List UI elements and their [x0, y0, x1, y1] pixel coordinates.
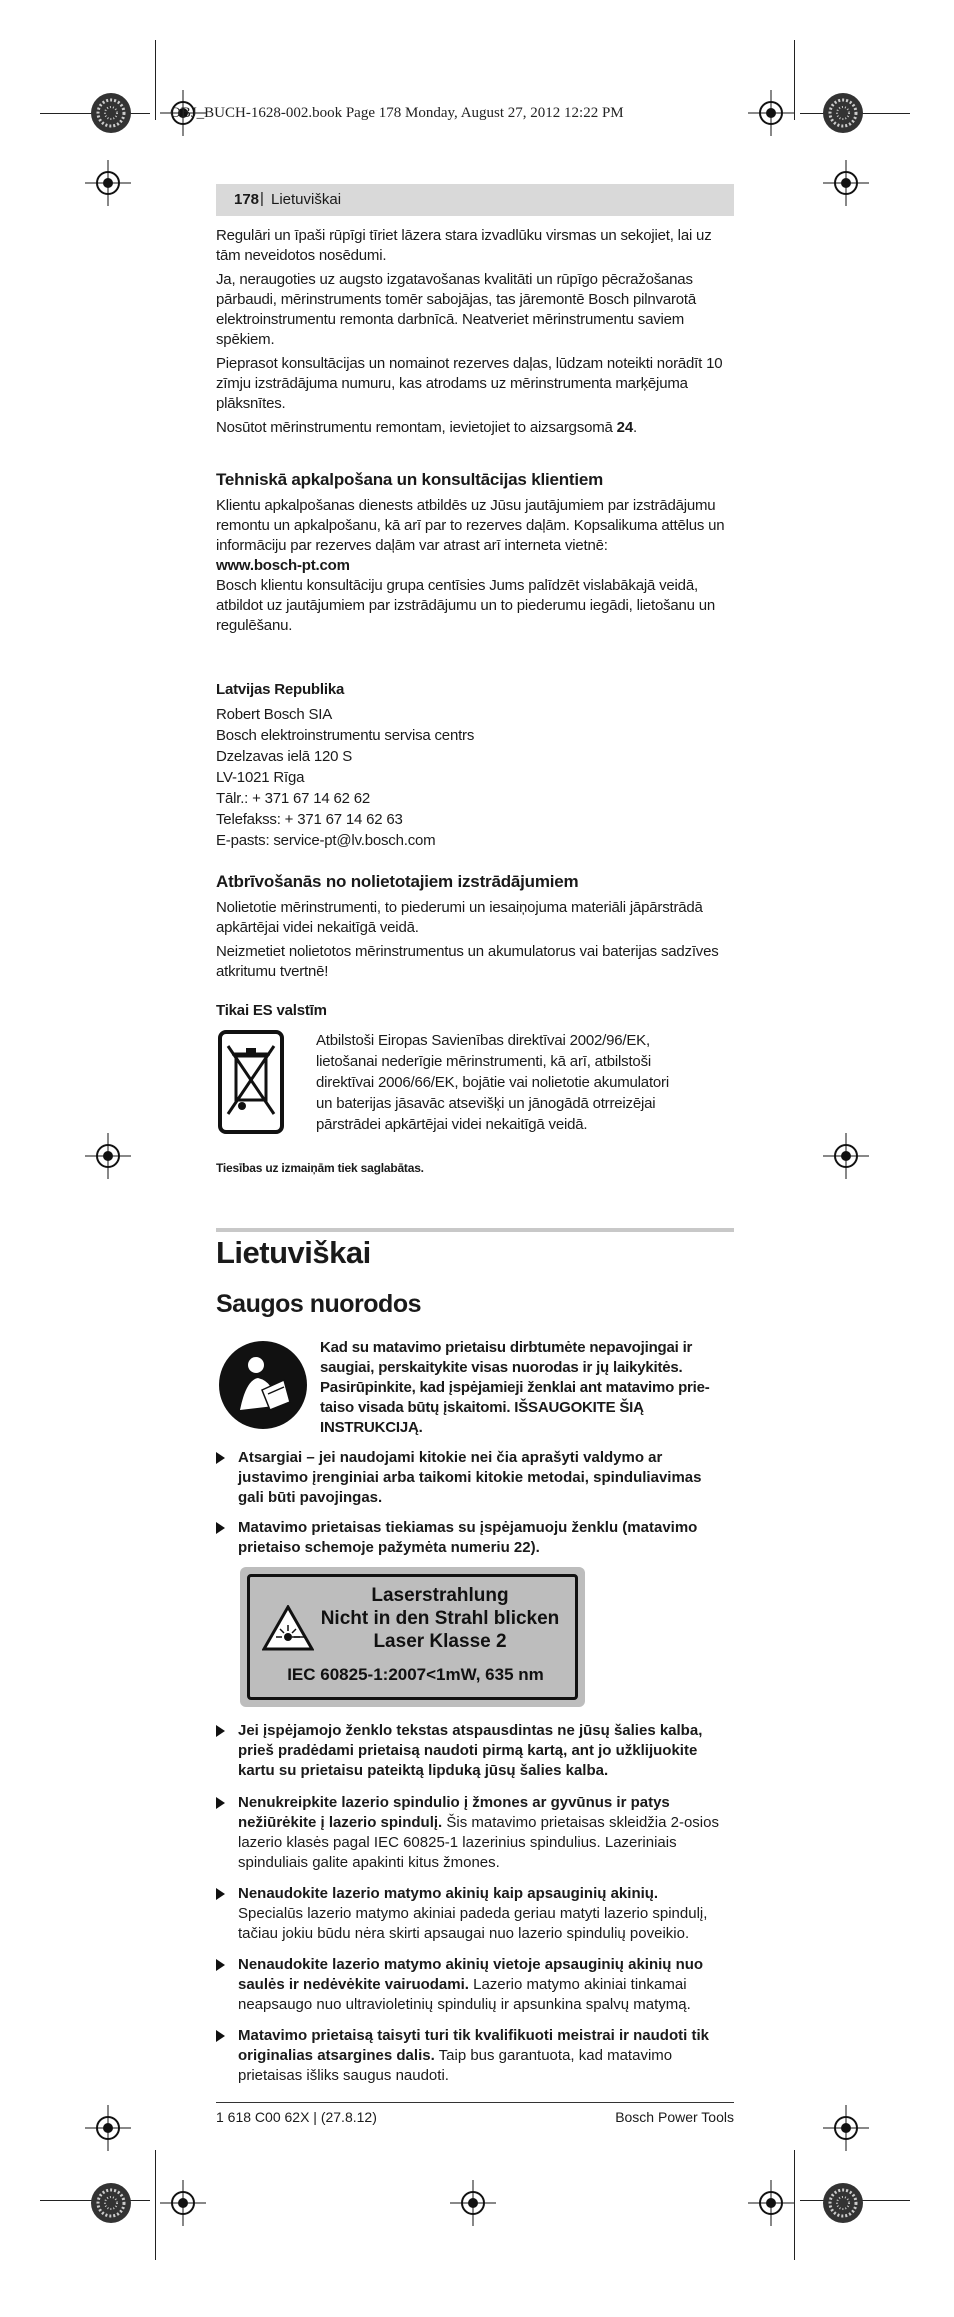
safety-bullet: Atsargiai – jei naudojami kitokie nei čia aprašyti valdymo ar justavimo įrenginiai arba taikomi kitokie metodai, spinduliavimas gali būti pavojingas. [216, 1448, 734, 1508]
laser-label-line: Laserstrahlung [371, 1585, 509, 1606]
eu-text-line: Atbilstoši Eiropas Savienības direktīvai 2002/96/EK, [316, 1032, 650, 1049]
color-target-icon [90, 92, 132, 134]
disposal-text [216, 898, 734, 982]
registration-mark-icon [160, 2180, 206, 2226]
address-line: Telefakss: + 371 67 14 62 63 [216, 811, 403, 828]
bullet-arrow-icon [216, 1888, 225, 1900]
eu-text-line: un baterijas jāsavāc atsevišķi un jānogādā otrreizējai [316, 1095, 656, 1112]
color-target-icon [822, 92, 864, 134]
safety-bullet: Nenaudokite lazerio matymo akinių vietoje apsauginių akinių nuo saulės ir nedėvėkite vairuodami. Lazerio matymo akiniai tinkamai neapsaugo nuo ultravioletinių spindulių ir apsunkina spalvų matymą. [216, 1955, 734, 2015]
address-line: Tālr.: + 371 67 14 62 62 [216, 790, 371, 807]
crop-mark [794, 2150, 795, 2260]
registration-mark-icon [748, 2180, 794, 2226]
safety-bullet: Matavimo prietaisas tiekiamas su įspėjamuoju ženklu (matavimo prietaiso schemoje pažymėta numeriu 22). [216, 1518, 734, 1558]
address-block [216, 704, 734, 851]
crop-mark [155, 40, 156, 120]
address-line: E-pasts: service-pt@lv.bosch.com [216, 832, 436, 849]
service-text [216, 496, 734, 636]
section-title: Lietuviškai [216, 1235, 371, 1270]
footer-brand: Bosch Power Tools [615, 2109, 734, 2125]
page-language: Lietuviškai [271, 191, 342, 208]
page-header-bar [216, 184, 734, 216]
intro-line: saugiai, perskaitykite visas nuorodas ir jų laikykitės. [320, 1359, 683, 1376]
crop-mark [794, 40, 795, 120]
color-target-icon [90, 2182, 132, 2224]
eu-text-line: lietošanai nederīgie mērinstrumenti, kā arī, atbilstoši [316, 1053, 651, 1070]
registration-mark-icon [450, 2180, 496, 2226]
reading-manual-icon [218, 1340, 308, 1430]
laser-warning-icon [262, 1605, 314, 1651]
safety-heading: Saugos nuorodos [216, 1290, 421, 1318]
website-link[interactable]: www.bosch-pt.com [216, 557, 350, 574]
rights-notice: Tiesības uz izmaiņām tiek saglabātas. [216, 1161, 424, 1175]
registration-mark-icon [823, 160, 869, 206]
section-rule [216, 1228, 734, 1232]
section-heading: Tehniskā apkalpošana un konsultācijas klientiem [216, 470, 604, 489]
safety-bullet: Jei įspėjamojo ženklo tekstas atspausdintas ne jūsų šalies kalba, prieš pradėdami prietaisą naudoti pirmą kartą, ant jo užklijuokite kartu su prietaisu pateiktą lipduką jūsų šalies kalba. [216, 1721, 734, 1781]
address-line: LV-1021 Rīga [216, 769, 305, 786]
crossed-bin-icon [218, 1030, 284, 1134]
laser-label-spec: IEC 60825-1:2007<1mW, 635 nm [287, 1665, 544, 1684]
registration-mark-icon [85, 160, 131, 206]
intro-line: INSTRUKCIJĄ. [320, 1419, 423, 1436]
bullet-arrow-icon [216, 2030, 225, 2042]
page-separator: | [260, 190, 264, 207]
maintenance-text [216, 226, 734, 438]
bullet-arrow-icon [216, 1452, 225, 1464]
laser-label-line: Laser Klasse 2 [373, 1631, 507, 1652]
address-line: Robert Bosch SIA [216, 706, 333, 723]
registration-mark-icon [85, 2105, 131, 2151]
safety-bullet: Nenukreipkite lazerio spindulio į žmones ar gyvūnus ir patys nežiūrėkite į lazerio spindulį. Šis matavimo prietaisas skleidžia 2-osios lazerio klasės pagal IEC 60825-1 lazerinius spindulius. Lazeriniais spinduliais galite apakinti kitus žmones. [216, 1793, 734, 1873]
registration-mark-icon [823, 1133, 869, 1179]
address-line: Bosch elektroinstrumentu servisa centrs [216, 727, 475, 744]
intro-line: Kad su matavimo prietaisu dirbtumėte nepavojingai ir [320, 1339, 693, 1356]
address-line: Dzelzavas ielā 120 S [216, 748, 353, 765]
paragraph: Nolietotie mērinstrumenti, to piederumi un iesaiņojuma materiāli jāpārstrādā apkārtējai videi nekaitīgā veidā. [216, 899, 703, 936]
color-target-icon [822, 2182, 864, 2224]
paragraph: Nosūtot mērinstrumentu remontam, ievietojiet to aizsargsomā 24. [216, 419, 637, 436]
footer-code: 1 618 C00 62X | (27.8.12) [216, 2109, 377, 2125]
bullet-arrow-icon [216, 1797, 225, 1809]
paragraph: Bosch klientu konsultāciju grupa centīsies Jums palīdzēt vislabākajā veidā, atbildot uz jautājumiem par izstrādājumu un to piederumu iegādi, lietošanu un regulēšanu. [216, 577, 716, 634]
section-heading: Atbrīvošanās no nolietotajiem izstrādājumiem [216, 872, 579, 891]
bullet-arrow-icon [216, 1959, 225, 1971]
intro-warning [320, 1338, 740, 1438]
laser-label-line: Nicht in den Strahl blicken [320, 1608, 560, 1629]
paragraph: Ja, neraugoties uz augsto izgatavošanas kvalitāti un rūpīgo pēcražošanas pārbaudi, mērinstruments tomēr sabojājas, tas jāremontē Bosch pilnvarotā elektroinstrumentu remonta darbnīcā. Neatveriet mērinstrumentu saviem spēkiem. [216, 271, 697, 348]
bullet-arrow-icon [216, 1522, 225, 1534]
laser-warning-label [240, 1567, 585, 1707]
paragraph: Neizmetiet nolietotos mērinstrumentus un akumulatorus vai baterijas sadzīves atkritumu tvertnē! [216, 943, 719, 980]
registration-mark-icon [748, 90, 794, 136]
footer-rule [216, 2102, 734, 2103]
eu-text-line: pārstrādei apkārtējai videi nekaitīgā veidā. [316, 1116, 588, 1133]
registration-mark-icon [85, 1133, 131, 1179]
bullet-arrow-icon [216, 1725, 225, 1737]
intro-line: taiso visada būtų įskaitomi. IŠSAUGOKITE ŠIĄ [320, 1399, 644, 1416]
paragraph: Regulāri un īpaši rūpīgi tīriet lāzera stara izvadlūku virsmas un sekojiet, lai uz tām neveidotos nosēdumi. [216, 227, 712, 264]
safety-bullet: Nenaudokite lazerio matymo akinių kaip apsauginių akinių. Specialūs lazerio matymo akiniai padeda geriau matyti lazerio spindulį, tačiau jokiu būdu nėra skirti apsaugai nuo lazerio spindulių poveikio. [216, 1884, 734, 1944]
safety-bullet: Matavimo prietaisą taisyti turi tik kvalifikuoti meistrai ir naudoti tik originalias atsargines dalis. Taip bus garantuota, kad matavimo prietaisas išliks saugus naudoti. [216, 2026, 734, 2086]
registration-mark-icon [823, 2105, 869, 2151]
eu-text-line: direktīvai 2006/66/EK, bojātie vai nolietotie akumulatori [316, 1074, 669, 1091]
paragraph: Klientu apkalpošanas dienests atbildēs uz Jūsu jautājumiem par izstrādājumu remontu un apkalpošanu, kā arī par to rezerves daļām. Kopsalikuma attēlus un informāciju par rezerves daļām var atrast arī interneta vietnē: [216, 497, 725, 554]
crop-mark [155, 2150, 156, 2260]
eu-heading: Tikai ES valstīm [216, 1002, 327, 1019]
print-header: OBJ_BUCH-1628-002.book Page 178 Monday, August 27, 2012 12:22 PM [170, 105, 624, 121]
page-number: 178 [234, 191, 260, 208]
country-heading: Latvijas Republika [216, 681, 345, 698]
paragraph: Pieprasot konsultācijas un nomainot rezerves daļas, lūdzam noteikti norādīt 10 zīmju izstrādājuma numuru, kas atrodams uz mērinstrumenta marķējuma plāksnītes. [216, 355, 723, 412]
eu-text [316, 1030, 736, 1135]
intro-line: Pasirūpinkite, kad įspėjamieji ženklai ant matavimo prie- [320, 1379, 710, 1396]
